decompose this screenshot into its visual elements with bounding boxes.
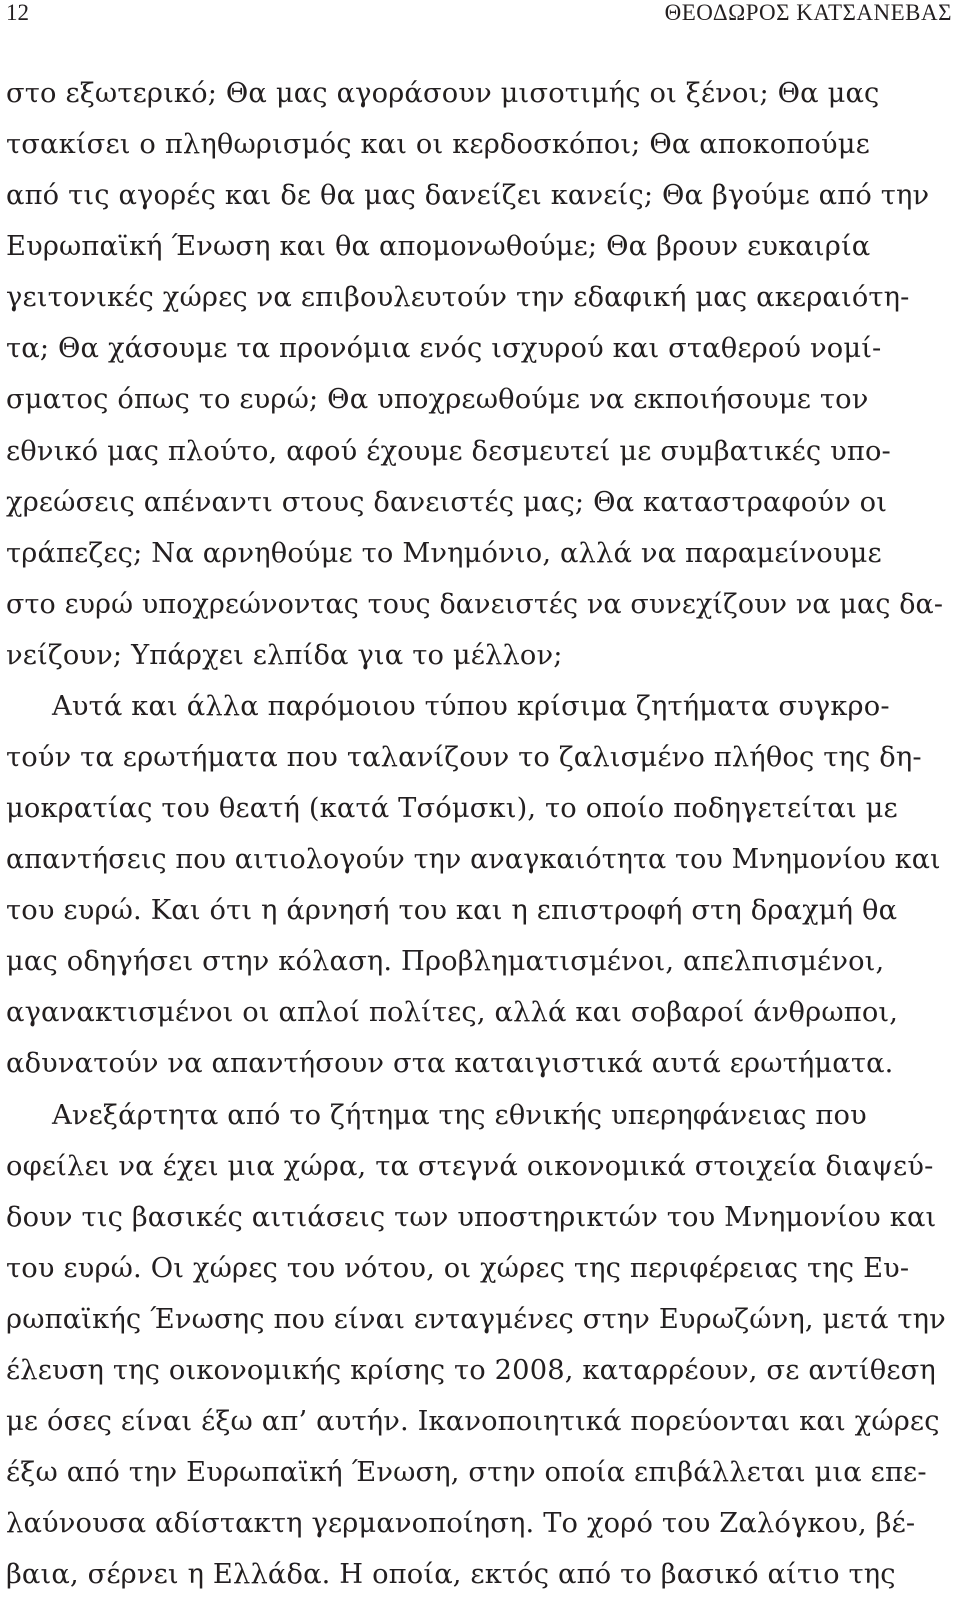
- text-line: δουν τις βασικές αιτιάσεις των υποστηρικτών του Μνημονίου και: [6, 1201, 937, 1233]
- paragraph-first-line: Αυτά και άλλα παρόμοιου τύπου κρίσιμα ζητήματα συγκρο-: [52, 690, 890, 722]
- text-line: τσακίσει ο πληθωρισμός και οι κερδοσκόποι; Θα αποκοπούμε: [6, 129, 870, 161]
- text-line: εθνικό μας πλούτο, αφού έχουμε δεσμευτεί με συμβατικές υπο-: [6, 435, 891, 467]
- paragraph-first-line: Ανεξάρτητα από το ζήτημα της εθνικής υπερηφάνειας που: [52, 1099, 867, 1131]
- text-line: τούν τα ερωτήματα που ταλανίζουν το ζαλισμένο πλήθος της δη-: [6, 742, 922, 774]
- text-line: τα; Θα χάσουμε τα προνόμια ενός ισχυρού και σταθερού νομί-: [6, 333, 882, 365]
- text-line: στο ευρώ υποχρεώνοντας τους δανειστές να συνεχίζουν να μας δα-: [6, 588, 944, 620]
- text-line: βαια, σέρνει η Ελλάδα. Η οποία, εκτός από το βασικό αίτιο της: [6, 1559, 896, 1591]
- text-line: στο εξωτερικό; Θα μας αγοράσουν μισοτιμής οι ξένοι; Θα μας: [6, 78, 880, 109]
- text-line: του ευρώ. Και ότι η άρνησή του και η επιστροφή στη δραχμή θα: [6, 895, 898, 927]
- running-head: [6, 0, 952, 32]
- text-line: χρεώσεις απέναντι στους δανειστές μας; Θα καταστραφούν οι: [6, 486, 888, 518]
- text-line: του ευρώ. Οι χώρες του νότου, οι χώρες της περιφέρειας της Ευ-: [6, 1252, 910, 1284]
- running-title: ΘΕΟΔΩΡΟΣ ΚΑΤΣΑΝΕΒΑΣ: [664, 0, 952, 25]
- text-line: μοκρατίας του θεατή (κατά Τσόμσκι), το οποίο ποδηγετείται με: [6, 793, 898, 825]
- body-text: [6, 68, 946, 1600]
- text-line: απαντήσεις που αιτιολογούν την αναγκαιότητα του Μνημονίου και: [6, 844, 941, 876]
- text-line: οφείλει να έχει μια χώρα, τα στεγνά οικονομικά στοιχεία διαψεύ-: [6, 1150, 934, 1182]
- text-line: έλευση της οικονομικής κρίσης το 2008, καταρρέουν, σε αντίθεση: [6, 1354, 936, 1386]
- text-line: τράπεζες; Να αρνηθούμε το Μνημόνιο, αλλά να παραμείνουμε: [6, 537, 882, 569]
- text-line: μας οδηγήσει στην κόλαση. Προβληματισμένοι, απελπισμένοι,: [6, 946, 885, 978]
- text-line: ρωπαϊκής Ένωσης που είναι ενταγμένες στην Ευρωζώνη, μετά την: [6, 1303, 946, 1335]
- text-line: αγανακτισμένοι οι απλοί πολίτες, αλλά και σοβαροί άνθρωποι,: [6, 997, 899, 1029]
- text-line: με όσες είναι έξω απ’ αυτήν. Ικανοποιητικά πορεύονται και χώρες: [6, 1406, 940, 1438]
- text-line: έξω από την Ευρωπαϊκή Ένωση, στην οποία επιβάλλεται μια επε-: [6, 1457, 927, 1489]
- text-line: νείζουν; Υπάρχει ελπίδα για το μέλλον;: [6, 639, 563, 671]
- text-line: γειτονικές χώρες να επιβουλευτούν την εδαφική μας ακεραιότη-: [6, 282, 910, 314]
- text-line: σματος όπως το ευρώ; Θα υποχρεωθούμε να εκποιήσουμε τον: [6, 384, 869, 416]
- text-line: Ευρωπαϊκή Ένωση και θα απομονωθούμε; Θα βρουν ευκαιρία: [6, 231, 871, 263]
- text-line: από τις αγορές και δε θα μας δανείζει κανείς; Θα βγούμε από την: [6, 180, 930, 212]
- text-line: λαύνουσα αδίστακτη γερμανοποίηση. Το χορό του Ζαλόγκου, βέ-: [6, 1508, 916, 1540]
- text-line: αδυνατούν να απαντήσουν στα καταιγιστικά αυτά ερωτήματα.: [6, 1048, 894, 1080]
- page-number: 12: [6, 0, 29, 25]
